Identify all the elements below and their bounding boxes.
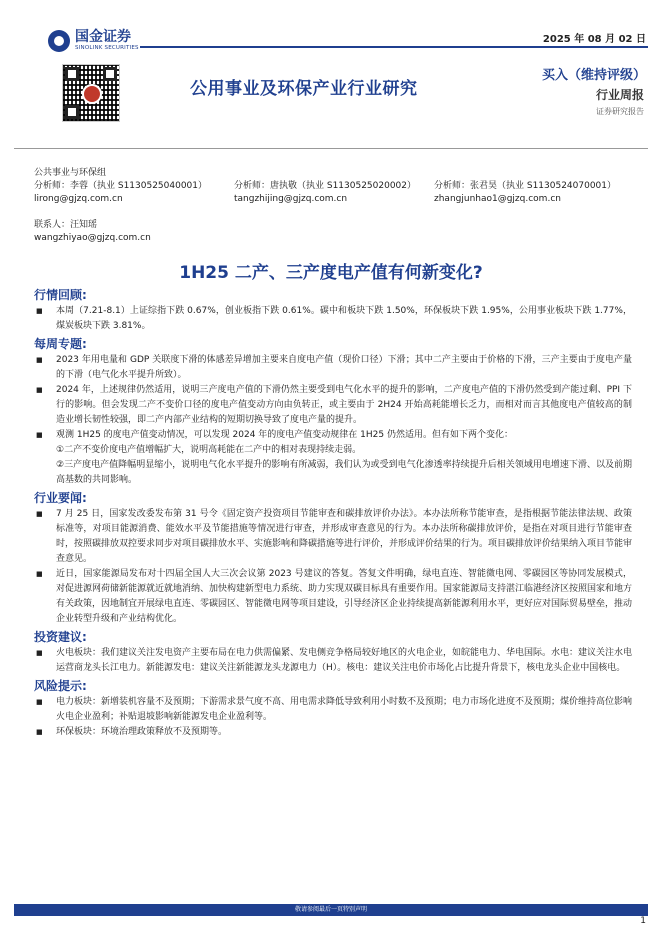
section-title-market: 行情回顾: [34,288,87,302]
logo-name-en: SINOLINK SECURITIES [75,45,139,51]
square-bullet-icon: ■ [36,431,43,439]
rating-badge: 买入（维持评级） [541,68,646,83]
contact-label: 联系人：汪知瑶 [34,220,98,230]
analyst-3-email[interactable]: zhangjunhao1@gjzq.com.cn [434,194,561,204]
sub-item: ②三产度电产值降幅明显缩小，说明电气化水平提升的影响有所减弱，我们认为或受到电气化渗透率持续提升后相关领域用电增速下滑、以及前期高基数的共同影响。 [56,460,632,485]
sub-item: ①二产不变价度电产值增幅扩大，说明高耗能在二产中的相对表现持续走弱。 [56,445,362,455]
section-title-weekly: 每周专题: [34,337,87,351]
section-title-industry: 行业要闻: [34,491,87,505]
sector-label: 公共事业与环保组 [34,168,107,178]
report-header [0,0,662,150]
company-logo [48,30,139,52]
section-title-invest: 投资建议: [34,630,87,644]
square-bullet-icon: ■ [36,307,43,315]
square-bullet-icon: ■ [36,510,43,518]
list-item: ■ 2023 年用电量和 GDP 关联度下滑的体感差异增加主要来自度电产值（现价口径）下滑；其中二产主要由于价格的下滑，三产主要由于度电产量的下滑（电气化水平提升所致）。 [34,353,632,383]
list-item: ■ 火电板块：我们建议关注发电资产主要布局在电力供需偏紧、发电侧竞争格局较好地区的火电企业，如皖能电力、华电国际。水电：建议关注水电运营商龙头长江电力。新能源发电：建议关注新能源龙头龙源电力（H）。核电：建议关注电价市场化占比提升背景下，核电龙头企业中国核电。 [34,646,632,676]
analyst-2-label: 分析师：唐执敬（执业 S1130525020002） [234,181,417,191]
square-bullet-icon: ■ [36,386,43,394]
report-type: 行业周报 [595,88,644,102]
list-item: ■ 2024 年，上述规律仍然适用，说明三产度电产值的下滑仍然主要受到电气化水平的提升的影响，二产度电产值的下滑仍然受到产能过剩、PPI 下行的影响。但会发现二产不变价口径的度电产值变动方向由负转正，或主要由于 2H24 开始高耗能增长乏力，而相对而言其他度电产值较高的制造业增长韧性较强，即二产内部产业结构的短期切换导致了度电产量的提升。 [34,383,632,428]
list-item: ■ 观测 1H25 的度电产值变动情况，可以发现 2024 年的度电产值变动规律在 1H25 仍然适用。但有如下两个变化： [34,428,632,443]
page-number: 1 [640,916,646,926]
analyst-2-email[interactable]: tangzhijing@gjzq.com.cn [234,194,348,204]
list-item: ■ 近日，国家能源局发布对十四届全国人大三次会议第 2023 号建议的答复。答复文件明确，绿电直连、智能微电网、零碳园区等协同发展模式，对促进源网荷储新能源就近就地消纳、加快构建新型电力系统、助力实现双碳目标具有重要作用。国家能源局支持湛江临港经济区按照国家和地方有关政策，因地制宜开展绿电直连、零碳园区、智能微电网等项目建设，引导经济区企业持续提高新能源利用水平，更好应对国际贸易壁垒，推动企业转型升级和产业结构优化。 [34,567,632,627]
square-bullet-icon: ■ [36,728,43,736]
document-title: 1H25 二产、三产度电产值有何新变化? [179,263,483,283]
analyst-1-label: 分析师：李蓉（执业 S1130525040001） [34,181,208,191]
square-bullet-icon: ■ [36,698,43,706]
qr-code-icon [62,64,120,122]
list-item: ■ 电力板块：新增装机容量不及预期；下游需求景气度不高、用电需求降低导致利用小时数不及预期；电力市场化进度不及预期；煤价维持高位影响火电企业盈利；补贴退坡影响新能源发电企业盈利等。 [34,695,632,725]
header-rule [140,46,648,48]
square-bullet-icon: ■ [36,356,43,364]
analyst-1 [34,180,234,206]
square-bullet-icon: ■ [36,570,43,578]
report-subtype: 证券研究报告 [596,107,644,116]
square-bullet-icon: ■ [36,649,43,657]
analyst-3-label: 分析师：张君昊（执业 S1130524070001） [434,181,617,191]
report-date: 2025 年 08 月 02 日 [542,34,646,45]
section-title-risk: 风险提示: [34,679,87,693]
header-divider [14,148,648,149]
list-item: ■ 本周（7.21-8.1）上证综指下跌 0.67%，创业板指下跌 0.61%。碳中和板块下跌 1.50%，环保板块下跌 1.95%，公用事业板块下跌 1.77%，煤炭板块下跌 3.81%。 [34,304,632,334]
contact-email[interactable]: wangzhiyao@gjzq.com.cn [34,233,151,243]
report-series-title: 公用事业及环保产业行业研究 [190,79,418,99]
report-body [34,285,632,740]
logo-icon [48,30,70,52]
footer-disclaimer: 敬请参阅最后一页特别声明 [294,906,367,913]
analyst-2 [234,180,434,206]
analyst-3 [434,180,634,206]
logo-name-cn: 国金证券 [75,29,131,45]
analyst-block [34,167,634,245]
list-item: ■ 7 月 25 日，国家发改委发布第 31 号令《固定资产投资项目节能审查和碳排放评价办法》。本办法所称节能审查，是指根据节能法律法规、政策标准等，对项目能源消费、能效水平及节能措施等情况进行审查，并形成审查意见的行为。本办法所称碳排放评价，是指在对项目进行节能审查时，按照碳排放双控要求同步对项目碳排放水平、实施影响和降碳措施等进行评价，并形成评价结果的行为。项目碳排放评价结果纳入项目节能审查意见。 [34,507,632,567]
analyst-1-email[interactable]: lirong@gjzq.com.cn [34,194,123,204]
list-item: ■ 环保板块：环境治理政策释放不及预期等。 [34,725,632,740]
